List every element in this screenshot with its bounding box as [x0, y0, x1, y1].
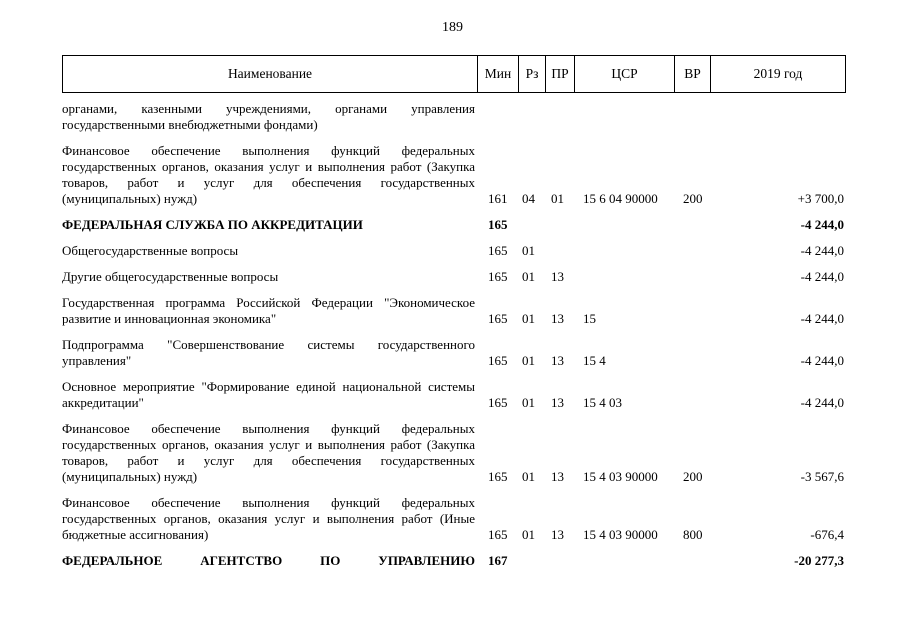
table-row [62, 553, 846, 569]
row-value: -676,4 [810, 527, 844, 542]
row-value: -4 244,0 [800, 395, 844, 410]
row-value: -20 277,3 [794, 553, 844, 568]
table-row [62, 217, 846, 233]
row-name: ФЕДЕРАЛЬНАЯ СЛУЖБА ПО АККРЕДИТАЦИИ [62, 217, 363, 232]
column-header-csr: ЦСР [575, 56, 675, 92]
row-rz: 04 [522, 191, 535, 206]
row-min: 165 [488, 243, 508, 258]
row-value: +3 700,0 [797, 191, 844, 206]
row-pr: 13 [551, 527, 564, 542]
row-name: Основное мероприятие "Формирование единой национальной системы аккредитации" [62, 379, 475, 410]
row-pr: 13 [551, 269, 564, 284]
row-min: 165 [488, 469, 508, 484]
row-value: -4 244,0 [800, 243, 844, 258]
table-row [62, 337, 846, 369]
row-pr: 13 [551, 353, 564, 368]
page-number: 189 [442, 20, 463, 35]
row-min: 161 [488, 191, 508, 206]
row-value: -3 567,6 [800, 469, 844, 484]
row-pr: 13 [551, 395, 564, 410]
row-name: Финансовое обеспечение выполнения функций федеральных государственных органов, оказания услуг и выполнения работ (Закупка товаров, работ и услуг для обеспечения государственных (муниципальных) нужд) [62, 143, 475, 206]
table-row [62, 101, 846, 133]
row-min: 167 [488, 553, 508, 568]
column-header-min: Мин [478, 56, 519, 92]
table-header [62, 55, 846, 93]
row-pr: 13 [551, 469, 564, 484]
row-name: ФЕДЕРАЛЬНОЕ АГЕНТСТВО ПО УПРАВЛЕНИЮ [62, 553, 475, 568]
row-rz: 01 [522, 353, 535, 368]
row-vr: 800 [683, 527, 703, 542]
column-header-vr: ВР [675, 56, 711, 92]
row-value: -4 244,0 [800, 269, 844, 284]
row-csr: 15 4 03 90000 [583, 527, 658, 542]
row-rz: 01 [522, 269, 535, 284]
row-min: 165 [488, 527, 508, 542]
column-header-name: Наименование [63, 56, 478, 92]
table-row [62, 379, 846, 411]
row-rz: 01 [522, 395, 535, 410]
row-name: Общегосударственные вопросы [62, 243, 239, 258]
table-body [62, 101, 846, 579]
row-name: Государственная программа Российской Федерации "Экономическое развитие и инновационная экономика" [62, 295, 475, 326]
table-row [62, 295, 846, 327]
row-min: 165 [488, 311, 508, 326]
row-name: Финансовое обеспечение выполнения функций федеральных государственных органов, оказания услуг и выполнения работ (Закупка товаров, работ и услуг для обеспечения государственных (муниципальных) нужд) [62, 421, 475, 484]
row-vr: 200 [683, 469, 703, 484]
row-value: -4 244,0 [800, 217, 844, 232]
row-min: 165 [488, 269, 508, 284]
row-min: 165 [488, 217, 508, 232]
column-header-pr: ПР [546, 56, 575, 92]
row-value: -4 244,0 [800, 353, 844, 368]
row-rz: 01 [522, 527, 535, 542]
row-rz: 01 [522, 243, 535, 258]
row-pr: 13 [551, 311, 564, 326]
row-csr: 15 4 [583, 353, 606, 368]
row-csr: 15 6 04 90000 [583, 191, 658, 206]
row-csr: 15 4 03 90000 [583, 469, 658, 484]
row-name: Подпрограмма "Совершенствование системы государственного управления" [62, 337, 475, 368]
row-name: Финансовое обеспечение выполнения функций федеральных государственных органов, оказания услуг и выполнения работ (Иные бюджетные ассигнования) [62, 495, 475, 542]
row-csr: 15 4 03 [583, 395, 622, 410]
row-name: Другие общегосударственные вопросы [62, 269, 279, 284]
column-header-rz: Рз [519, 56, 546, 92]
table-row [62, 243, 846, 259]
row-min: 165 [488, 395, 508, 410]
row-vr: 200 [683, 191, 703, 206]
row-value: -4 244,0 [800, 311, 844, 326]
row-pr: 01 [551, 191, 564, 206]
row-rz: 01 [522, 311, 535, 326]
table-row [62, 495, 846, 543]
table-row [62, 269, 846, 285]
table-row [62, 421, 846, 485]
table-row [62, 143, 846, 207]
row-csr: 15 [583, 311, 596, 326]
row-min: 165 [488, 353, 508, 368]
row-rz: 01 [522, 469, 535, 484]
column-header-year: 2019 год [753, 66, 803, 81]
row-name: органами, казенными учреждениями, органами управления государственными внебюджетными фондами) [62, 101, 475, 132]
